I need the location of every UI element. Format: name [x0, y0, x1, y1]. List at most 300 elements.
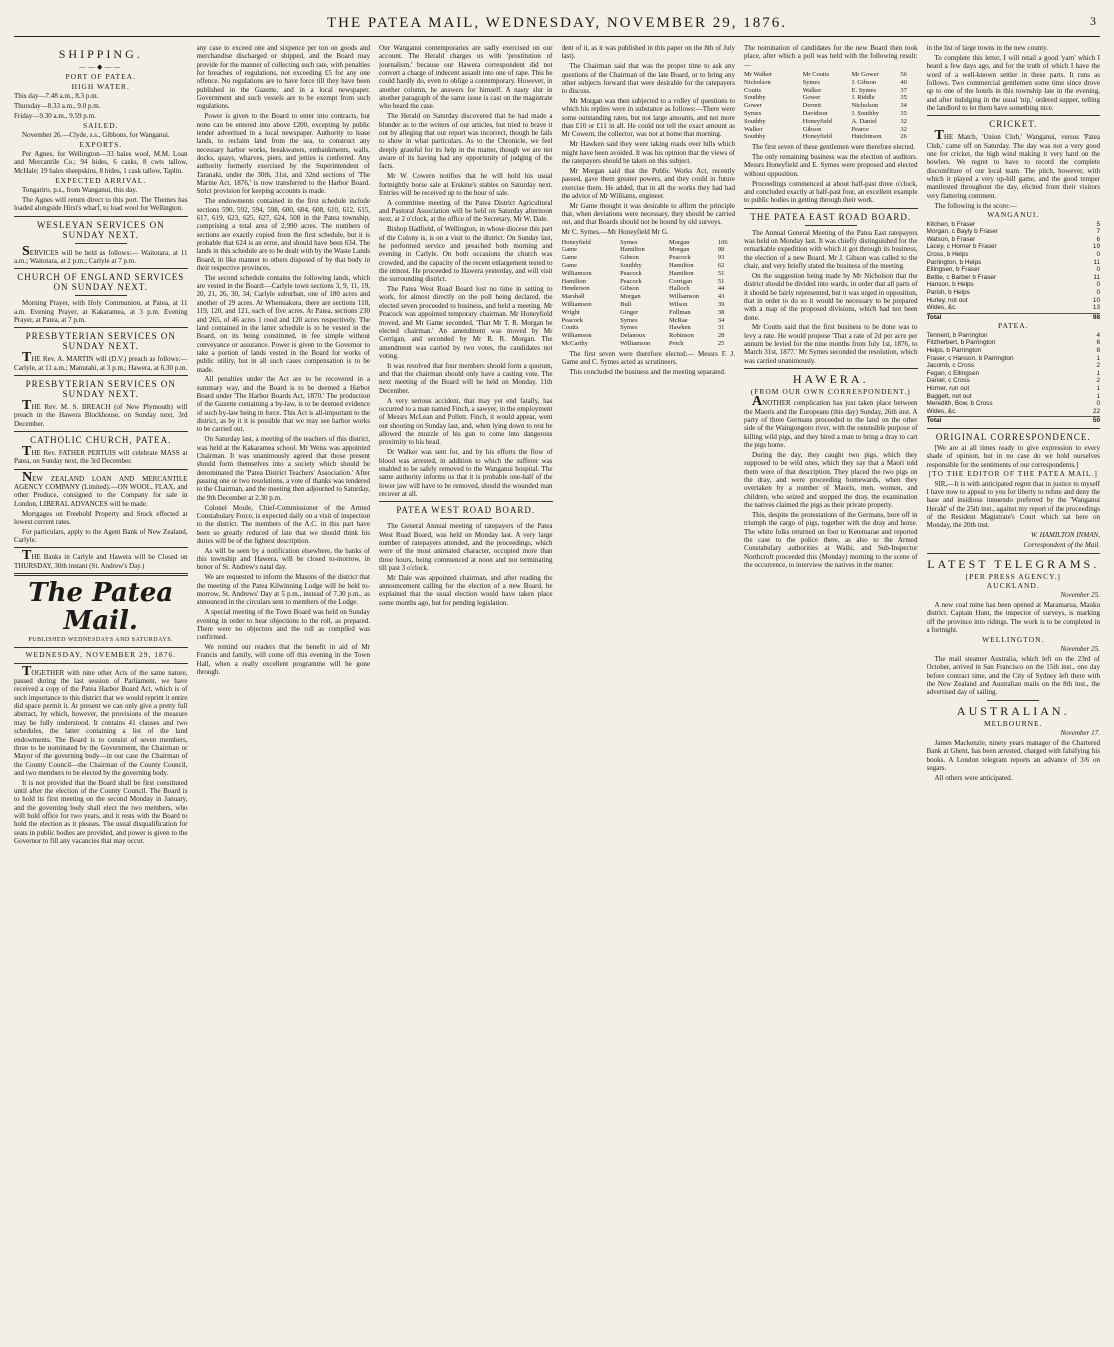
article-para: As will be seen by a notification elsewhere, the banks of this township and Hawera, will be closed to-morrow, in honor of St. Andrew's natal day. [196, 546, 370, 572]
vote-cell: Morgan [669, 238, 690, 246]
batsman: Horner, run out [926, 384, 970, 392]
letter-signature-2: Correspondent of the Mail. [1023, 541, 1100, 550]
batsman: Wides, &c. [926, 304, 958, 312]
vote-cell: McRae [669, 316, 688, 324]
divider [14, 573, 188, 576]
wanganui-heading: WANGANUI. [987, 210, 1040, 220]
vote-cell: Honeyfield [561, 238, 591, 246]
west-votes-table [562, 239, 736, 348]
vote-cell: Wright [561, 308, 580, 316]
score-row [927, 297, 1101, 305]
score-row [927, 362, 1101, 370]
vote-cell: Williamson [561, 269, 592, 277]
vote-cell: McCarthy [561, 339, 588, 347]
divider [379, 501, 553, 502]
cricket-heading: CRICKET. [989, 119, 1038, 130]
vote-cell: Williamson [561, 332, 592, 340]
vote-cell: Southby [620, 261, 642, 269]
article-para: A special meeting of the Town Board was held on Sunday evening in order to hear objections to the roll, as prepared. There were no objectors and the roll as compiled was confirmed. [196, 608, 370, 642]
article-para: The nomination of candidates for the new Board then took place, after which a poll was held with the following result:— [744, 44, 918, 69]
nzl-advert: NEW ZEALAND LOAN AND MERCANTILE AGENCY COMPANY (Limited).—ON WOOL, FLAX, and other Produce, consigned to the Company for sale in London, LIBERAL ADVANCES will be made. [14, 469, 188, 508]
vote-cell: Peacock [620, 277, 642, 285]
vote-cell: Honeyfield [802, 117, 832, 125]
agents-notice: The Agnes will return direct to this port. The Themes has loaded alongside Hirst's wharf, to load wool for Wellington. [14, 195, 188, 213]
wesleyan-text: SERVICES will be held as follows:— Waitotara, at 11 a.m.; Waitotara, at 2 p.m.; Carlyle at 7 p.m. [14, 243, 188, 265]
article-para: It was resolved that four members should form a quorum, and that the chairman should only have a casting vote. The next meeting of the Board will be held on Monday, 11th December. [379, 361, 553, 395]
wellington-date: November 25. [1060, 645, 1100, 654]
column-5 [744, 44, 918, 1339]
vote-cell: Walker [744, 125, 763, 133]
vote-cell: Wilson [669, 300, 688, 308]
article-para: any case to exceed one and sixpence per ton on goods and merchandise discharged or shipped, and the Board may provide for the manner of collecting such rate, with penalties for breaches of regulations, not exceeding £5 for any one offence. No regulations are to have force till they have been published in the Gazette, and in a local newspaper. Government and such vessels are to be exempt from such regulations. [196, 44, 370, 111]
runs: 13 [1092, 304, 1100, 312]
batsman: Wides, &c. [926, 407, 958, 415]
letter-text: SIR,—It is with anticipated regret that in justice to myself I have now to appeal to you for liberty to refute and deny the base and insidious innuendo preferred by the 'Wanganui Herald' of the 25th inst., against my report of the proceedings of the Resident Magistrate's Court which sat here on Monday, the 20th inst. [926, 479, 1100, 530]
score-row [927, 281, 1101, 289]
vote-cell: Williamson [620, 339, 651, 347]
vote-cell: 62 [717, 261, 725, 269]
column-3 [379, 44, 553, 1339]
runs: 11 [1093, 273, 1100, 281]
letter-heading: [TO THE EDITOR OF THE PATEA MAIL.] [928, 469, 1098, 479]
runs: 0 [1096, 289, 1100, 297]
vote-cell: Morgan [669, 246, 690, 254]
runs: 0 [1096, 400, 1100, 408]
runs: 0 [1096, 251, 1100, 259]
vote-cell: Nicholson [851, 102, 879, 110]
score-row [927, 355, 1101, 363]
vote-cell: Hamilton [561, 277, 587, 285]
expected-text: Tongariro, p.s., from Wanganui, this day. [22, 185, 138, 194]
runs: 1 [1096, 369, 1100, 377]
runs: 19 [1092, 243, 1100, 251]
vote-cell: Williamson [561, 300, 592, 308]
vote-cell: Game [561, 261, 578, 269]
total-value: 50 [1092, 417, 1100, 425]
vote-cell: Hawken [669, 324, 691, 332]
article-para: dent of it, as it was published in this paper on the 8th of July last). [561, 44, 735, 61]
wanganui-scorecard [927, 221, 1101, 312]
runs: 4 [1096, 331, 1100, 339]
divider [14, 663, 188, 664]
runs: 11 [1093, 258, 1100, 266]
vote-cell: Marshall [561, 293, 585, 301]
hawera-para: During the day, they caught two pigs, which they supposed to be wild ones, which they say that a Maori told them were of that description. They placed the two pigs on the dray, and were proceeding homewards, when they overtaken by a number of Maoris, men, women, and children, who seized and stopped the dray, the examination the natives claimed the pigs as their private property. [744, 451, 918, 510]
votes-note-2: This concluded the business and the meeting separated. [569, 367, 726, 376]
divider [927, 428, 1101, 429]
score-row [927, 259, 1101, 267]
vote-cell: Peacock [669, 254, 691, 262]
australian-heading: AUSTRALIAN. [956, 703, 1070, 718]
divider [14, 469, 188, 470]
runs: 6 [1096, 235, 1100, 243]
vote-cell: 37 [900, 86, 907, 94]
article-para: Mr Game thought it was desirable to affirm the principle that, when deviations were necessary, they should be carried out, and that Boards should not be bound by old surveys. [561, 201, 735, 227]
nzl-advert-2: Mortgages on Freehold Property and Stock effected at lowest current rates. [14, 509, 188, 526]
runs: 2 [1096, 362, 1100, 370]
vote-cell: Game [561, 254, 578, 262]
vote-cell: 34 [717, 316, 725, 324]
divider [75, 295, 127, 296]
divider [14, 268, 188, 269]
runs: 2 [1096, 377, 1100, 385]
vote-cell: Gibson [620, 285, 639, 293]
divider [744, 368, 918, 369]
runs: 6 [1096, 339, 1100, 347]
high-water-line: Thursday—8.33 a.m., 9.0 p.m. [14, 101, 101, 110]
church-heading: CHURCH OF ENGLAND SERVICES ON SUNDAY NEXT. [17, 272, 185, 293]
vote-cell: Mr Coutts [802, 71, 830, 79]
divider [14, 647, 188, 648]
batsman: Morgan, c Bayly b Fraser [926, 228, 998, 236]
vote-cell: Pearce [851, 125, 869, 133]
vote-cell: Coutts [561, 324, 579, 332]
total-label: Total [926, 313, 942, 321]
hawera-para: This, despite the protestations of the Germans, bore off in triumph the cargo of pigs, together with the dray and horse. The white folks returned on foot to Ketemarae and reported the case to the police there, as also to the Armed Constabulary authorities at Waihi, and Sub-Inspector Northcroft proceeded this (Monday) morning to the scene of the occurrence, to interview the natives in the matter. [744, 510, 918, 569]
wanganui-total [927, 313, 1101, 322]
runs: 0 [1096, 266, 1100, 274]
batsman: Ellingsen, b Fraser [926, 266, 980, 274]
patea-total [927, 416, 1101, 425]
vote-cell: E. Symes [851, 86, 877, 94]
masthead-title: THE PATEA MAIL, WEDNESDAY, NOVEMBER 29, 1876. [326, 14, 788, 31]
peab-heading: THE PATEA EAST ROAD BOARD. [750, 211, 912, 222]
vote-cell: Henderson [561, 285, 590, 293]
ornament-divider: ——◆—— [79, 63, 123, 71]
vote-cell: Gower [802, 94, 821, 102]
article-para: The second schedule contains the following lands, which are vested in the Board:—Carlyle town sections 3, 9, 11, 19, 20, 21, 26, 30, 34; Carlyle suburban, one of 180 acres and another of 29 acres. At Whenuakura, there are sections 118, 119, 120, and 121, each of five acres. At Patea, sections 230 and 265, of 46 acres 1 rood and 120 acres respectively. The land contained in the latter schedule is to be vested in the Board, on its being constituted, in fee simple without conveyance or assurance. Power is given to the Governor to take a portion of lands vested in the Board for works of public utility, but in all such cases compensation is to be made. [196, 273, 370, 374]
vote-cell: 25 [717, 339, 725, 347]
total-value: 98 [1092, 313, 1100, 321]
score-row [927, 400, 1101, 408]
runs: 1 [1096, 384, 1100, 392]
article-para: A very serious accident, that may yet end fatally, has occurred to a man named Finch, a sawyer, in the employment of Messrs McLean and Pollett. Finch, it would appear, went out shooting on Sunday last, and, when lying down to rest he allowed the muzzle of his gun to come into dangerous proximity to his head. [379, 396, 553, 447]
vote-cell: Halloch [669, 285, 690, 293]
article-para: Mr Morgan was then subjected to a volley of questions to which his replies were in substance as follows:—There were some outstanding rates, but not large amounts, and not more than £10 or £11 in all. He could not tell the exact amount as Mr Cowern, the collector, was not at home that morning. [561, 97, 735, 139]
auckland-heading: AUCKLAND. [986, 580, 1040, 590]
expected-heading: EXPECTED ARRIVAL. [55, 175, 147, 185]
article-para: The Chairman said that was the proper time to ask any questions of the Chairman of the late Board, or to bring any other subjects forward that were desirable for the ratepayers to discuss. [561, 62, 735, 96]
article-para: The Patea West Road Board lost no time in setting to work, for almost directly on the poll being declared, the elected seven proceeded to business, and held a meeting. Mr Peacock was appointed temporary chairman. Mr Honeyfield moved, and Mr Game seconded, 'That Mr T. R. Morgan be elected chairman.' An amendment was moved by Mr Corrigan, and seconded by Mr R. R. Morgan. The amendment was carried by two votes, the candidates not voting. [379, 285, 553, 360]
article-para: Dr Walker was sent for, and by his efforts the flow of blood was arrested, in addition to which the sufferer was enabled to be safely removed to the Wanganui hospital. The same authority informs us that it is probable one-half of the lower jaw will have to be removed, should the wounded man recover at all. [379, 448, 553, 498]
batsman: Bettie, c Barber b Fraser [926, 273, 997, 281]
batsman: Baggett, not out [926, 392, 972, 400]
vote-cell: Coutts [744, 86, 761, 94]
vote-cell: Symes [744, 110, 762, 118]
pwrb-para: The General Annual meeting of ratepayers of the Patea West Road Board, was held on Monday last. A very large number of ratepayers attended, and the proceedings, which were of the most animated character, occupied more than three hours, being commenced at noon and not terminating till past 3 o'clock. [379, 522, 553, 572]
score-row [927, 274, 1101, 282]
vote-cell: Symes [620, 238, 638, 246]
vote-cell: Bull [620, 300, 632, 308]
article-para: The first seven of these gentlemen were therefore elected. [752, 143, 915, 152]
vote-cell: Hamilton [620, 246, 645, 254]
vote-cell: 51 [717, 277, 725, 285]
column-1 [14, 44, 188, 1339]
batsman: Lacey, c Horner b Fraser [926, 243, 997, 251]
presbyterian-text-2: THE Rev. M. S. BREACH (of New Plymouth) will preach in the Hawera Blockhouse, on Sunday next, 3rd December. [14, 397, 188, 428]
letter-signature: W. HAMILTON INMAN, [1030, 531, 1100, 540]
votes-note: The first seven were therefore elected:— Messrs F. J. Game and C. Symes acted as scrutineers. [561, 349, 735, 367]
vote-cell: 44 [717, 285, 725, 293]
vote-cell: 106 [717, 238, 728, 246]
runs: 5 [1096, 220, 1100, 228]
divider [744, 208, 918, 209]
batsman: Watson, b Fraser [926, 235, 976, 243]
divider [14, 216, 188, 217]
score-row [927, 221, 1101, 229]
nzl-advert-3: For particulars, apply to the Agent Bank of New Zealand, Carlyle. [14, 527, 188, 545]
batsman: Helps, b Parrington [926, 346, 982, 354]
vote-cell: Symes [620, 316, 638, 324]
column-2 [197, 44, 371, 1339]
batsman: Tennent, b Parrington [926, 331, 988, 339]
vote-cell: 32 [900, 125, 907, 133]
vote-cell: A. Daniel [851, 117, 877, 125]
vote-cell: Southby [744, 117, 766, 125]
score-row [927, 236, 1101, 244]
runs: 1 [1096, 354, 1100, 362]
score-row [927, 347, 1101, 355]
vote-cell: 35 [900, 94, 907, 102]
batsman: Hurley, not out [926, 296, 968, 304]
melbourne-text: James Mackenzie, ninety years manager of the Chartered Bank at Ghent, has been arrested, charged with falsifying his books. A London telegram reports an advance of 3/6 on sugars. [926, 739, 1100, 773]
article-para: Mr Hawken said they were taking roads over hills which might have been avoided. It was his opinion that the views of the ratepayers should be taken on this subject. [561, 140, 735, 165]
vote-cell: Walker [802, 86, 822, 94]
sailed-text: November 26.—Clyde, s.s., Gibbons, for Wanganui. [22, 130, 170, 139]
nameplate: The Patea Mail. [28, 578, 174, 637]
vote-cell: 39 [717, 300, 725, 308]
vote-cell: Derrett [802, 102, 822, 110]
batsman: Parish, b Helps [926, 289, 970, 297]
divider [927, 553, 1101, 554]
vote-cell: 93 [717, 254, 725, 262]
score-row [927, 370, 1101, 378]
vote-cell: J. Riddle [851, 94, 875, 102]
vote-cell: Gower [744, 102, 762, 110]
divider [805, 225, 857, 226]
peab-para: The Annual General Meeting of the Patea East ratepayers was held on Monday last. It was chiefly distinguished for the remarkable expedition with which it got through its business, the election of a new Board. Mr J. Gibson was called to the chair, and very briefly stated the business of the meeting. [744, 228, 918, 270]
shipping-heading: SHIPPING. [58, 47, 143, 61]
sailed-heading: SAILED. [82, 120, 119, 130]
divider [927, 115, 1101, 116]
vote-cell: Hamilton [669, 261, 694, 269]
patea-scorecard [927, 332, 1101, 416]
vote-cell: 43 [717, 293, 725, 301]
high-water-heading: HIGH WATER. [71, 81, 130, 91]
batsman: Jacomb, c Cross [926, 362, 975, 370]
batsman: Daniel, c Cross [926, 377, 970, 385]
score-row [927, 377, 1101, 385]
batsman: Fegan, c Ellingsen [926, 369, 980, 377]
wesleyan-heading: WESLEYAN SERVICES ON SUNDAY NEXT. [36, 219, 165, 240]
dateline: WEDNESDAY, NOVEMBER 29, 1876. [25, 650, 177, 660]
east-votes-table [744, 71, 918, 141]
orig-note: [We are at all times ready to give expression to every shade of opinion, but in no case do we hold ourselves responsible for the sentiments of our correspondents.] [926, 443, 1100, 469]
orig-heading: ORIGINAL CORRESPONDENCE. [935, 431, 1091, 442]
column-6 [927, 44, 1101, 1339]
vote-cell: 51 [717, 269, 725, 277]
score-row [927, 304, 1101, 312]
article-para: We remind our readers that the benefit in aid of Mr Francis and family, will come off this evening in the Town Hall, when a really excellent programme will be gone through. [196, 643, 370, 677]
vote-cell: Mr Walker [744, 71, 773, 79]
score-row [927, 228, 1101, 236]
batsman: Fitzherbert, b Parrington [926, 339, 996, 347]
vote-cell: 40 [900, 78, 907, 86]
vote-cell: Petch [669, 339, 684, 347]
article-para: Mr W. Cowern notifies that he will hold his usual fortnightly horse sale at Erskine's stables on Saturday next. Entries will be received up to the hour of sale. [379, 172, 553, 197]
vote-cell: Peacock [561, 316, 584, 324]
article-para: On Saturday last, a meeting of the teachers of this district, was held at the Kakaramea school. Mr Weiss was appointed Chairman. It was unanimously agreed that those present should form themselves into a society which should be denominated the 'Patea District Teachers' Association.' After passing one or two resolutions, a vote of thanks was tendered to the Chairman, and the meeting then adjourned to Saturday, the 9th December at 2.30 p.m. [196, 435, 370, 502]
vote-cell: 31 [717, 324, 725, 332]
article-para: All penalties under the Act are to be recovered in a summary way, and the Board is to be deemed a Harbor Board under 'The Harbor Boards Act, 1870.' The production of the Gazette containing a by-law, is to be deemed evidence of such by-law being in force. This Act is all-important to the district, as by it it is possible that we may see harbor works to be carried out. [196, 375, 370, 434]
article-para: The only remaining business was the election of auditors. Messrs Honeyfield and E. Symes were proposed and elected without opposition. [744, 153, 918, 178]
article-para: We are requested to inform the Masons of the district that the meeting of the Patea Kilwinning Lodge will be held to-morrow, St. Andrews' Day at 5 p.m., instead of 7.30 p.m., as announced in the circulars sent to members of the Lodge. [196, 573, 370, 607]
vote-cell: Nicholson [744, 78, 771, 86]
pwrb-para: Mr Dale was appointed chairman, and after reading the announcement calling for the election of a new Board, he explained that the usual election would have taken place some months ago, but for pending legislation. [379, 573, 553, 607]
final-line: All others were anticipated. [934, 773, 1013, 782]
telegrams-sub: [PER PRESS AGENCY.] [965, 571, 1061, 581]
vote-cell: 34 [900, 102, 907, 110]
scores-heading: The following is the score:— [934, 201, 1018, 210]
batsman: Meredith, Bow, b Cross [926, 400, 993, 408]
wellington-text: The mail steamer Australia, which left on the 23rd of October, arrived in San Francisco on the 15th inst., one day before contract time, and the City of Sydney left there with the New Zealand and Australian mails on the 8th inst., the advertised day of sailing. [926, 655, 1100, 697]
editorial-para: It is not provided that the Board shall be first constituted until after the election of the County Council. The Board is to hold its first meeting on the second Monday in January, and the governing body shall elect the two members, who will hold office for two years, and it rests with the Board to hold the election as it pleases. The usual disqualification for seats in public bodies are provided, and power is given to the Governor to fill any vacancies that may occur. [14, 778, 188, 846]
score-row [927, 339, 1101, 347]
article-para: Bishop Hadfield, of Wellington, in whose diocese this part of the Colony is, is on a visit to the district. On Sunday last, he performed service and preached both morning and evening in Carlyle. On both occasions the church was crowded, and the capacity of the recent enlargement tested to the utmost. He proceeded to Hawera yesterday, and will visit the surrounding district. [379, 225, 553, 284]
editorial-para: TOGETHER with nine other Acts of the same nature, passed during the last session of Parliament, we have received a copy of the Patea Harbor Board Act, which is of such importance to this district that we would reprint it entire did space permit it. At present we can only give a pretty full abstract, by which, however, the provisions of the measure may be fully understood. It contains 41 clauses and two schedules, the latter containing a list of the land endowments. The Board is to consist of seven members, three to be nominated by the Government, the Chairman or Mayor of the governing body—in our case the Chairman of the County Council—the Chairman of the County Council, and two members to be elected by the governing body. [14, 663, 188, 777]
score-row [927, 385, 1101, 393]
auckland-date: November 25. [1060, 591, 1100, 600]
vote-cell: Morgan [620, 293, 641, 301]
article-para: Proceedings commenced at about half-past three o'clock, and concluded exactly at half-past four, an excellent example to public bodies in getting through their work. [744, 179, 918, 205]
total-label: Total [926, 417, 942, 425]
wellington-heading: WELLINGTON. [982, 634, 1045, 644]
vote-cell: 32 [900, 117, 907, 125]
batsman: Parrington, b Helps [926, 258, 982, 266]
patea-heading: PATEA. [997, 321, 1029, 331]
melbourne-date: November 17. [1060, 729, 1100, 738]
score-row [927, 408, 1101, 416]
column-4 [562, 44, 736, 1339]
article-para: Colonel Moule, Chief-Commissioner of the Armed Constabulary Force, is expected daily on a visit of inspection to the district. The members of the A.C. in this part have been so greatly reduced of late that we should think his duties will be of the lightest description. [196, 503, 370, 545]
high-water-line: Friday—9.30 a.m., 9.59 p.m. [14, 111, 96, 120]
vote-cell: 38 [717, 308, 725, 316]
church-text: Morning Prayer, with Holy Communion, at Patea, at 11 a.m. Evening Prayer, at Kakaramea, at 3 p.m. Evening Prayer, at Patea, at 7 p.m. [14, 299, 188, 324]
vote-cell: 56 [900, 71, 907, 79]
vote-cell: Robinson [669, 332, 694, 340]
divider [440, 518, 492, 519]
vote-cell: Williamson [669, 293, 700, 301]
runs: 10 [1092, 296, 1100, 304]
runs: 7 [1096, 228, 1100, 236]
divider [14, 547, 188, 548]
vote-cell: Game [561, 246, 578, 254]
vote-cell: Follman [669, 308, 691, 316]
columns [14, 44, 1100, 1339]
melbourne-heading: MELBOURNE. [983, 718, 1043, 728]
presbyterian-text: THE Rev. A. MARTIN will (D.V.) preach as follows:— Carlyle, at 11 a.m.; Manutahi, at 3 p.m.; Hawera, at 6.30 p.m. [14, 350, 188, 372]
vote-cell: Hamilton [669, 269, 694, 277]
port-heading: PORT OF PATEA. [65, 72, 136, 82]
batsman: Kitchen, b Fraser [926, 220, 976, 228]
vote-cell: 98 [717, 246, 725, 254]
vote-cell: J. Gibson [851, 78, 877, 86]
tagline: PUBLISHED WEDNESDAYS AND SATURDAYS. [28, 637, 174, 644]
hawera-heading: HAWERA. [792, 372, 869, 387]
score-row [927, 243, 1101, 251]
masthead [14, 10, 1100, 37]
article-para: A committee meeting of the Patea District Agricultural and Pastoral Association will be held on Saturday afternoon next, at 2 o'clock, at the office of the Secretary, Mr W. Dale. [379, 198, 553, 224]
vote-cell: Davidson [802, 110, 828, 118]
runs: 8 [1096, 346, 1100, 354]
vote-cell: 26 [900, 133, 907, 141]
vote-cell: Symes [620, 324, 638, 332]
vote-cell: 28 [717, 332, 725, 340]
vote-cell: J. Southby [851, 110, 879, 118]
high-water-line: This day—7.48 a.m., 8.3 p.m. [14, 92, 99, 101]
hawera-para: ANOTHER complication has just taken place between the Maoris and the Europeans (this day) Sunday, 26th inst. A party of three Germans proceeded to the land on the other side of the Waingongoro river, with the ostensible purpose of killing wild pigs, and they hired a man to bring a dray to cart the pigs home. [744, 394, 918, 450]
article-para: The endowments contained in the first schedule include sections 590, 592, 594, 598, 600, 604, 608, 610, 612, 615, 617, 619, 623, 625, 627, 624, 508 in the Patea township, comprising a total area of 2,990 acres. The numbers of sections are exactly copied from the first schedule, but it is probable that 624 is an error, and should have been 634. The lands in this schedule are to be dealt with by the Waste Lands Board, in like manner to others disposed of by that body in their respective provinces. [196, 197, 370, 272]
votes-heading: Mr C. Symes.—Mr Honeyfield Mr G. [561, 228, 669, 237]
article-para: The Herald on Saturday discovered that he had made a blunder as to the writers of our articles, but tried to brave it out by alleging that our report was incorrect, though he fails to show in what particulars. As to the Chronicle, we feel deeply grateful for its help in the matter, though we are not aware of its having had any opportunity of judging of the facts. [379, 112, 553, 171]
score-row [927, 266, 1101, 274]
article-para: in the list of large towns in the new county. [926, 44, 1049, 52]
vote-cell: Gibson [802, 125, 822, 133]
exports-heading: EXPORTS. [79, 139, 123, 149]
catholic-text: THE Rev. FATHER PERTUIS will celebrate MASS at Patea, on Sunday next, the 3rd December. [14, 443, 188, 466]
batsman: Cross, b Helps [926, 251, 969, 259]
vote-cell: Southby [744, 94, 766, 102]
runs: 0 [1096, 281, 1100, 289]
presbyterian-heading: PRESBYTERIAN SERVICES ON SUNDAY NEXT. [25, 331, 176, 352]
peab-para: On the suggestion being made by Mr Nicholson that the district should be divided into wards, in order that all parts of it should be fairly represented, but it was urged in opposition, that in order to do so it would be necessary to be prepared with a map of the proposed divisions, which had not been done. [744, 271, 918, 322]
article-para: Mr Morgan said that the Public Works Act, recently passed, gave them greater powers, and they could in future exercise them. He added, that in all the works they had had the advice of Mr Williams, engineer. [561, 166, 735, 200]
article-para: To complete this letter, I will retail a good 'yarn' which I heard a few days ago, and for the truth of which I have the word of a well-known settler in these parts. It runs as follows. Two commercial gentlemen some time since drove up to one of the hotels in this township late in the evening, and after indulging in the usual 'nip,' ordered supper, telling the landlord to let them have something nice. [926, 53, 1100, 112]
score-row [927, 251, 1101, 259]
vote-cell: Delanoux [620, 332, 646, 340]
vote-cell: 35 [900, 110, 907, 118]
divider [14, 431, 188, 432]
vote-cell: Mr Gower [851, 71, 879, 79]
exports-text: Per Agnes, for Wellington—33 bales wool, M.M. Loan and Mercantile Co.; 94 hides, 6 casks, 8 cwts tallow, McHale; 19 bales sheepskins, 8 hides, 1 cask tallow, Taplin. [14, 150, 188, 175]
page-number: 3 [1090, 14, 1096, 28]
vote-cell: Hutchinson [851, 133, 882, 141]
presbyterian-heading-2: PRESBYTERIAN SERVICES ON SUNDAY NEXT. [25, 378, 176, 399]
article-para: Power is given to the Board to enter into contracts, but none can be entered into above £200, excepting by public tender advertised in a local newspaper. Authority to lease lands, to reclaim land from the sea, to construct any necessary harbor works, breakwaters, embankments, walls, docks, quays, wharves, piers, and jetties is conferred. Any authority formerly exercised by the Superintendent of Taranaki, under the 30th, 31st, and 32nd sections of 'The Marine Act, 1876,' is now transferred to the Harbor Board. Strict provision for keeping accounts is made. [196, 112, 370, 196]
telegrams-heading: LATEST TELEGRAMS. [927, 556, 1100, 571]
vote-cell: Gibson [620, 254, 639, 262]
score-row [927, 289, 1101, 297]
score-row [927, 332, 1101, 340]
catholic-heading: CATHOLIC CHURCH, PATEA. [30, 434, 172, 445]
divider [14, 375, 188, 376]
runs: 22 [1092, 407, 1100, 415]
cricket-text: THE Match, 'Union Club,' Wanganui, versus 'Patea Club,' came off on Saturday. The day was not a very good one for cricket, the high wind making it very hard on the bowlers. We regret to have to record the complete discomfiture of our local team. The pitch, however, with which it played a very up-hill game, and the good temper manifested throughout the day, elicited from their visitors very flattering comment. [926, 128, 1100, 200]
runs: 1 [1096, 392, 1100, 400]
divider [75, 243, 127, 244]
vote-cell: Southby [744, 133, 766, 141]
vote-cell: Ginger [620, 308, 639, 316]
vote-cell: Peacock [620, 269, 642, 277]
article-para: Our Wanganui contemporaries are sadly exercised on our account. The Herald charges us with 'prostitution of journalism,' because our Hawera correspondent did not convert a charge of indecent assault into one of rape. This he could hardly do, even to oblige a contemporary. However, in another column, he answers for himself. A nasty slur in another paragraph of the same issue is cast on the magistrate who heard the case. [379, 44, 553, 111]
hawera-sub: (FROM OUR OWN CORRESPONDENT.) [750, 387, 911, 397]
divider [14, 327, 188, 328]
auckland-text: A new coal mine has been opened at Maramarua, Mauku district. Captain Hunt, the inspector of surveys, is marking off the province into ridings. The work is to be completed in a fortnight. [926, 601, 1100, 635]
batsman: Hanson, b Helps [926, 281, 974, 289]
batsman: Fraser, c Hanson, b Parrington [926, 354, 1014, 362]
score-row [927, 393, 1101, 401]
peab-para: Mr Coutts said that the first business to be done was to levy a rate. He would propose 'That a rate of 2d per acre per annum be levied for the nine months from July 1st, 1876, to March 31st, 1877.' Mr Symes seconded the resolution, which was carried unanimously. [744, 323, 918, 365]
